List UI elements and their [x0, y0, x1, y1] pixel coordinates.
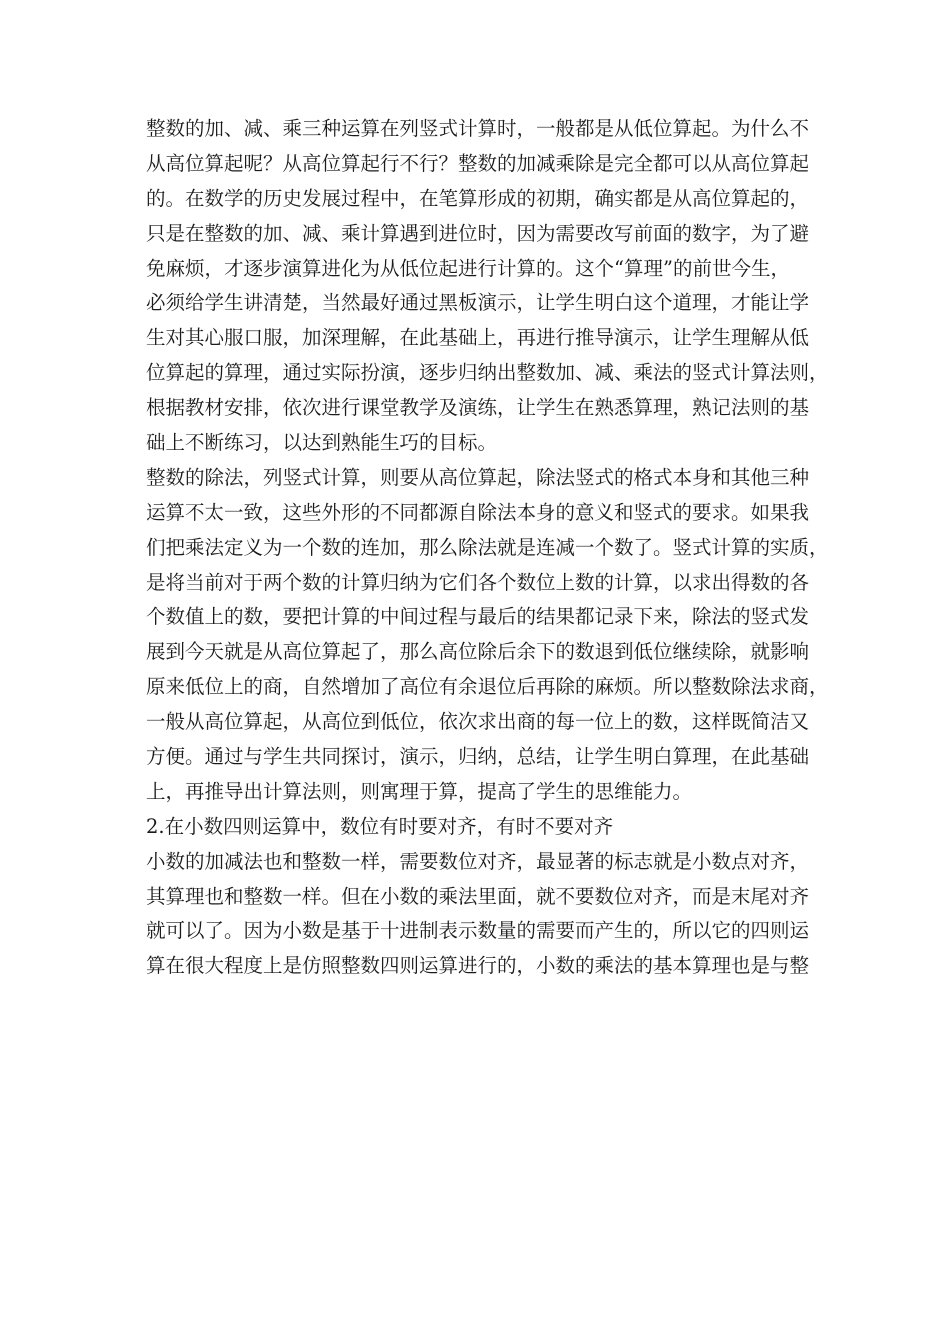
text-line: 上，再推导出计算法则，则寓理于算，提高了学生的思维能力。 [146, 779, 693, 803]
text-line: 整数的加、减、乘三种运算在列竖式计算时，一般都是从低位算起。为什么不 [146, 117, 810, 140]
text-line: 原来低位上的商，自然增加了高位有余退位后再除的麻烦。所以整数除法求商， [146, 675, 829, 699]
section-heading: 2.在小数四则运算中，数位有时要对齐，有时不要对齐 [146, 814, 614, 838]
text-line: 位算起的算理，通过实际扮演，逐步归纳出整数加、减、乘法的竖式计算法则， [146, 361, 829, 385]
text-line: 个数值上的数，要把计算的中间过程与最后的结果都记录下来，除法的竖式发 [146, 605, 810, 629]
text-line: 方便。通过与学生共同探讨，演示，归纳，总结，让学生明白算理，在此基础 [146, 745, 810, 769]
text-line: 算在很大程度上是仿照整数四则运算进行的，小数的乘法的基本算理也是与整 [146, 954, 810, 978]
text-line: 运算不太一致，这些外形的不同都源自除法本身的意义和竖式的要求。如果我 [146, 500, 810, 524]
text-line: 整数的除法，列竖式计算，则要从高位算起，除法竖式的格式本身和其他三种 [146, 465, 810, 489]
text-line: 根据教材安排，依次进行课堂教学及演练，让学生在熟悉算理，熟记法则的基 [146, 396, 810, 420]
text-line: 一般从高位算起，从高位到低位，依次求出商的每一位上的数，这样既简洁又 [146, 710, 810, 734]
text-line: 生对其心服口服，加深理解，在此基础上，再进行推导演示，让学生理解从低 [146, 326, 810, 350]
text-line: 就可以了。因为小数是基于十进制表示数量的需要而产生的，所以它的四则运 [146, 919, 810, 943]
text-line: 的。在数学的历史发展过程中，在笔算形成的初期，确实都是从高位算起的， [146, 186, 810, 210]
text-line: 从高位算起呢？从高位算起行不行？整数的加减乘除是完全都可以从高位算起 [146, 151, 810, 175]
text-line: 免麻烦，才逐步演算进化为从低位起进行计算的。这个“算理”的前世今生， [146, 256, 790, 280]
text-line: 们把乘法定义为一个数的连加，那么除法就是连减一个数了。竖式计算的实质， [146, 535, 829, 559]
text-line: 必须给学生讲清楚，当然最好通过黑板演示，让学生明白这个道理，才能让学 [146, 291, 810, 315]
text-line: 只是在整数的加、减、乘计算遇到进位时，因为需要改写前面的数字，为了避 [146, 221, 810, 245]
body-text [146, 112, 829, 984]
text-line: 础上不断练习，以达到熟能生巧的目标。 [146, 431, 498, 455]
text-line: 小数的加减法也和整数一样，需要数位对齐，最显著的标志就是小数点对齐， [146, 849, 810, 873]
text-line: 其算理也和整数一样。但在小数的乘法里面，就不要数位对齐，而是末尾对齐 [146, 884, 810, 908]
text-line: 展到今天就是从高位算起了，那么高位除后余下的数退到低位继续除，就影响 [146, 640, 810, 664]
text-line: 是将当前对于两个数的计算归纳为它们各个数位上数的计算，以求出得数的各 [146, 570, 810, 594]
